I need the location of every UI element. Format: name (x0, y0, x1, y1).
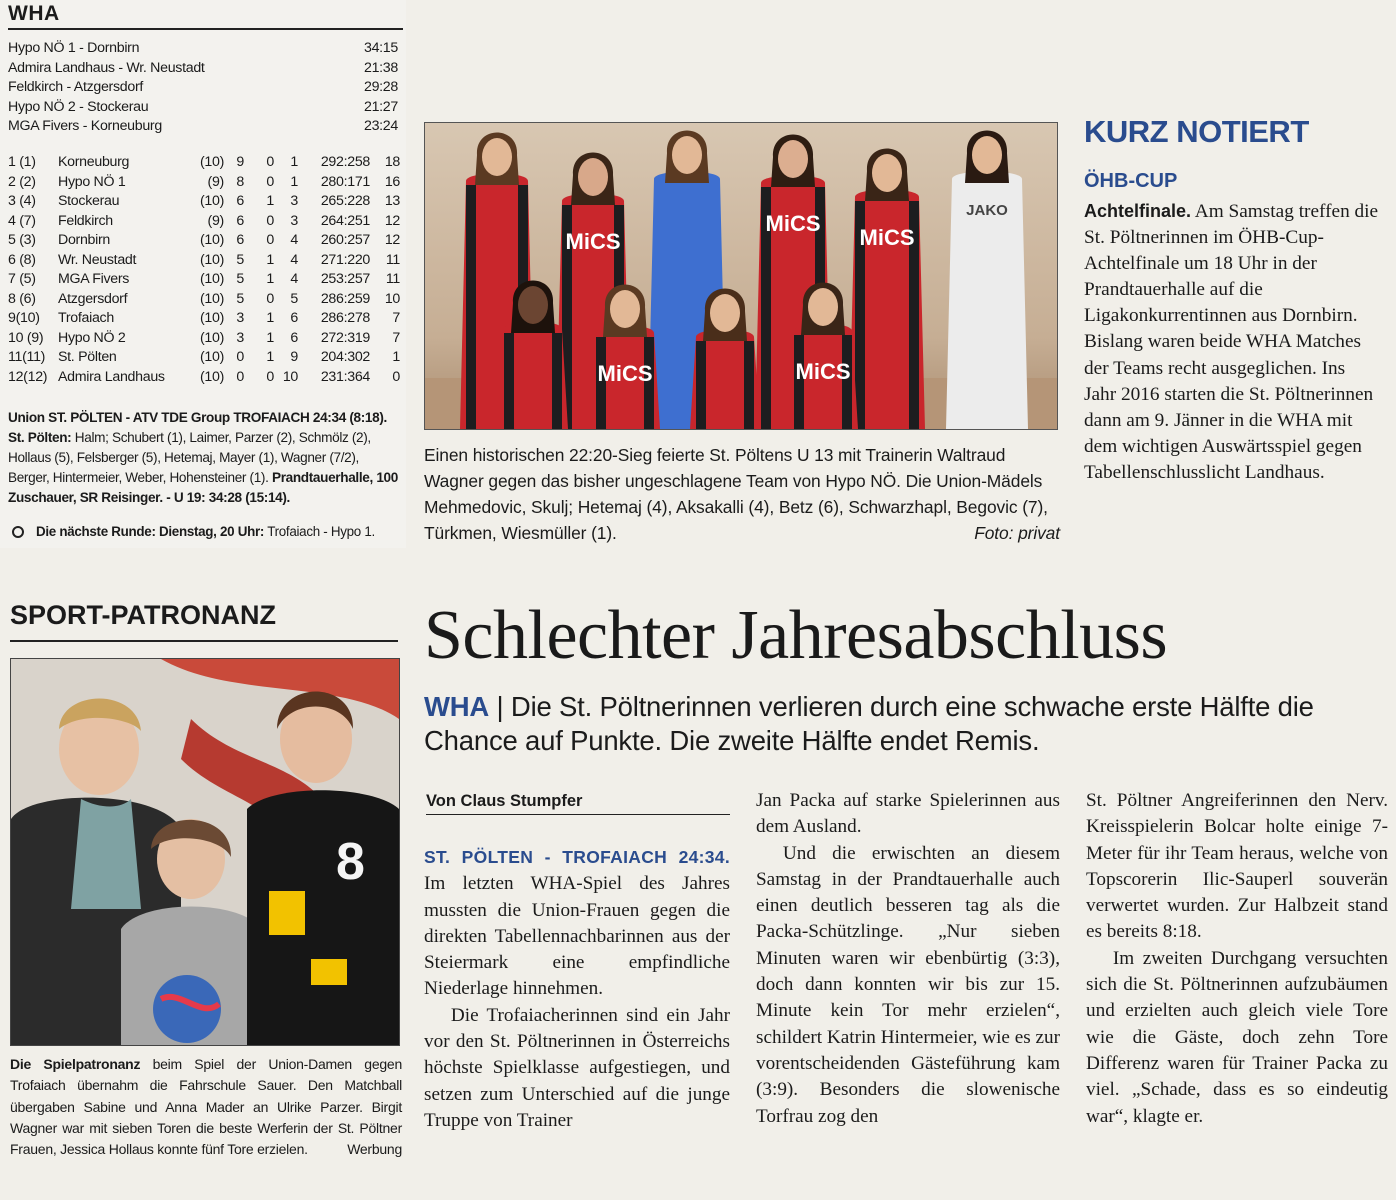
standings-cell-rank: 4 (7) (8, 212, 36, 229)
standings-cell-goals: 253:257 (320, 271, 370, 287)
standings-row (8, 330, 400, 350)
standings-cell-pts: 0 (392, 368, 400, 385)
standings-cell-pts: 11 (385, 271, 400, 287)
standings-cell-d: 0 (266, 173, 274, 190)
standings-cell-d: 1 (266, 251, 274, 268)
standings-cell-rank: 11(11) (8, 349, 46, 365)
paragraph: Und die erwischten an diesem Samstag in der Prandtauerhalle auch einen deutlich besseren tag als die Packa-Schützlinge. „Nur sieben Minuten waren wir ebenbürtig (3:3), doch dann konnten wir bis zur 15. Minute kein Tor mehr erzielen“, schildert Katrin Hintermeier, wie es zur vorentscheidenden Gästeführung kam (3:9). Besonders die slowenische Torfrau zog den (756, 842, 1060, 1127)
standings-cell-goals: 280:171 (320, 173, 370, 190)
jersey-text: MiCS (565, 229, 621, 254)
standings-cell-team: Trofaiach (58, 310, 114, 326)
standings-cell-team: MGA Fivers (58, 271, 130, 287)
sport-patronanz-header (10, 600, 398, 642)
kurz-notiert-title: KURZ NOTIERT (1084, 114, 1309, 149)
result-row: Admira Landhaus - Wr. Neustadt 21:38 (8, 59, 398, 76)
standings-cell-rank: 12(12) (8, 368, 48, 385)
standings-cell-games: (10) (199, 290, 224, 307)
standings-cell-pts: 7 (392, 329, 400, 346)
standings-cell-team: Hypo NÖ 1 (58, 173, 126, 190)
standings-cell-w: 6 (236, 212, 244, 229)
standings-cell-d: 0 (266, 290, 274, 307)
standings-cell-pts: 7 (392, 310, 400, 326)
standings-cell-goals: 286:278 (320, 310, 370, 326)
next-round: Die nächste Runde: Dienstag, 20 Uhr: Trofaiach - Hypo 1. (12, 524, 402, 539)
standings-cell-games: (10) (199, 349, 224, 365)
bullet-icon (12, 526, 24, 538)
standings-cell-pts: 10 (384, 290, 400, 307)
standings-row (8, 252, 400, 272)
photo-credit: Foto: privat (974, 523, 1060, 543)
standings-cell-pts: 1 (392, 349, 400, 365)
standings-cell-w: 5 (236, 251, 244, 268)
patronanz-photo-image (11, 659, 399, 1045)
standings-row (8, 232, 400, 252)
standings-cell-games: (10) (199, 310, 224, 326)
standings-cell-games: (10) (199, 232, 224, 248)
match-report: Union ST. PÖLTEN - ATV TDE Group TROFAIACH 24:34 (8:18). St. Pölten: Halm; Schubert (1), Laimer, Parzer (2), Schmölz (2), Hollaus (5), Felsberger (5), Hetemaj, Mayer (1), Wagner (7/2), Berger, Hintermeier, Weber, Hohensteiner (1). Prandtauerhalle, 100 Zuschauer, SR Reisinger. - U 19: 34:28 (15:14). (8, 410, 398, 505)
standings-cell-w: 0 (236, 368, 244, 385)
jersey-text: MiCS (597, 361, 653, 386)
result-row: Hypo NÖ 1 - Dornbirn 34:15 (8, 40, 398, 56)
standings-cell-goals: 265:228 (320, 193, 370, 209)
shirt-logo: JAKO (966, 202, 1008, 219)
standings-cell-team: Admira Landhaus (58, 368, 165, 385)
standings-cell-d: 0 (266, 154, 274, 170)
standings-cell-games: (9) (207, 173, 224, 190)
paragraph: Im zweiten Durchgang versuchten sich die St. Pöltnerinnen aufzubäumen und erzielten auch gleich viele Tore wie die Gäste, doch zehn Tore Differenz waren für Trainer Packa zu viel. „Schade, dass es so eindeutig war“, klagte er. (1086, 947, 1388, 1127)
standings-cell-team: Stockerau (58, 193, 120, 209)
paragraph: Die Trofaiacherinnen sind ein Jahr vor den St. Pöltnerinnen in Österreichs höchste Spielklasse aufgestiegen, und setzen zum Unterschied auf die junge Truppe von Trainer (424, 1004, 730, 1131)
jersey-text: MiCS (859, 225, 915, 250)
team-photo (424, 122, 1058, 430)
result-row: MGA Fivers - Korneuburg 23:24 (8, 118, 398, 135)
standings-row (8, 193, 400, 213)
standings-cell-team: Dornbirn (58, 232, 111, 248)
standings-cell-rank: 8 (6) (8, 290, 36, 307)
standings-cell-rank: 5 (3) (8, 232, 36, 248)
result-row: Hypo NÖ 2 - Stockerau 21:27 (8, 98, 398, 115)
byline: Von Claus Stumpfer (426, 792, 730, 815)
jersey-number: 8 (336, 833, 365, 891)
standings-cell-goals: 286:259 (320, 290, 370, 307)
kurz-notiert-text: Achtelfinale. Am Samstag treffen die St. Pöltnerinnen im ÖHB-Cup-Achtelfinale um 18 Uhr in der Prandtauerhalle auf die Ligakonkurrentinnen aus Dornbirn. Bislang waren beide WHA Matches der Teams recht ausgeglichen. Ins Jahr 2016 starten die St. Pöltnerinnen dann am 9. Jänner in die WHA mit dem wichtigen Auswärtsspiel gegen Tabellenschlusslicht Landhaus. (1084, 201, 1379, 483)
standings-cell-goals: 292:258 (320, 154, 370, 170)
standings-cell-rank: 7 (5) (8, 271, 36, 287)
standings-cell-rank: 9(10) (8, 310, 40, 326)
standings-cell-team: St. Pölten (58, 349, 117, 365)
standings-cell-l: 10 (282, 368, 298, 385)
standings-cell-rank: 3 (4) (8, 193, 36, 209)
dateline: ST. PÖLTEN - TROFAIACH 24:34. (424, 847, 730, 867)
section-kicker: WHA (424, 691, 490, 722)
standings-cell-rank: 6 (8) (8, 251, 36, 268)
jersey-text: MiCS (795, 359, 851, 384)
standings-cell-team: Hypo NÖ 2 (58, 329, 126, 346)
standings-cell-w: 6 (236, 232, 244, 248)
standings-cell-pts: 11 (385, 251, 400, 268)
results-list (8, 40, 398, 138)
wha-header (8, 2, 403, 30)
standings-cell-l: 3 (290, 193, 298, 209)
standings-cell-pts: 12 (384, 232, 400, 248)
standings-cell-team: Wr. Neustadt (58, 251, 137, 268)
standings-cell-l: 5 (290, 290, 298, 307)
kurz-notiert-subtitle: ÖHB-CUP (1084, 170, 1178, 192)
sport-patronanz-title: SPORT-PATRONANZ (10, 600, 276, 630)
standings-cell-games: (10) (199, 193, 224, 209)
standings-cell-team: Atzgersdorf (58, 290, 128, 307)
standings-cell-l: 6 (290, 310, 298, 326)
standings-row (8, 291, 400, 311)
paragraph: ST. PÖLTEN - TROFAIACH 24:34. Im letzten WHA-Spiel des Jahres mussten die Union-Frauen gegen die direkten Tabellennachbarinnen aus der Steiermark eine empfindliche Niederlage hinnehmen. (424, 847, 730, 1000)
team-photo-caption: Einen historischen 22:20-Sieg feierte St. Pöltens U 13 mit Trainerin Waltraud Wagner gegen das bisher ungeschlagene Team von Hypo NÖ. Die Union-Mädels Mehmedovic, Skulj; Hetemaj (4), Aksakalli (4), Betz (6), Schwarzhapl, Begovic (7), Türkmen, Wiesmüller (1). Foto: privat (424, 442, 1060, 546)
standings-cell-games: (10) (199, 368, 224, 385)
standings-cell-d: 1 (266, 271, 274, 287)
standings-cell-d: 1 (266, 349, 274, 365)
standings-cell-w: 9 (236, 154, 244, 170)
standings-cell-d: 1 (266, 329, 274, 346)
jersey-text: MiCS (765, 211, 821, 236)
standings-cell-w: 3 (236, 310, 244, 326)
article-headline: Schlechter Jahresabschluss (424, 597, 1168, 674)
standings-cell-l: 1 (290, 154, 298, 170)
standings-cell-l: 3 (290, 212, 298, 229)
standings-table (8, 154, 400, 388)
wha-title: WHA (8, 2, 60, 25)
standings-cell-rank: 1 (1) (8, 154, 36, 170)
paragraph: St. Pöltner Angreiferinnen den Nerv. Kreisspielerin Bolcar holte einige 7-Meter für ihr Team heraus, welche von Topscorerin Ilic-Sauperl souverän verwertet wurden. Zur Halbzeit stand es bereits 8:18. (1086, 790, 1388, 943)
standings-cell-d: 1 (266, 193, 274, 209)
standings-cell-games: (10) (199, 251, 224, 268)
standings-cell-l: 4 (290, 251, 298, 268)
paragraph: Jan Packa auf starke Spielerinnen aus dem Ausland. (756, 790, 1060, 838)
standings-cell-team: Feldkirch (58, 212, 113, 229)
result-row: Feldkirch - Atzgersdorf 29:28 (8, 79, 398, 96)
standings-cell-w: 5 (236, 271, 244, 287)
standings-cell-w: 3 (236, 329, 244, 346)
standings-row (8, 174, 400, 194)
standings-cell-d: 0 (266, 232, 274, 248)
standings-cell-d: 1 (266, 310, 274, 326)
standings-cell-w: 6 (236, 193, 244, 209)
patronanz-caption: Die Spielpatronanz beim Spiel der Union-Damen gegen Trofaiach übernahm die Fahrschule Sauer. Den Matchball übergaben Sabine und Anna Mader an Ulrike Parzer. Birgit Wagner war mit sieben Toren die beste Werferin der St. Pöltner Frauen, Jessica Hollaus konnte fünf Tore erzielen. Werbung (10, 1054, 402, 1160)
standings-row (8, 154, 400, 174)
standings-cell-w: 0 (236, 349, 244, 365)
standings-cell-pts: 16 (384, 173, 400, 190)
patronanz-photo (10, 658, 400, 1046)
standings-cell-games: (10) (199, 271, 224, 287)
standings-cell-pts: 12 (384, 212, 400, 229)
standings-row (8, 310, 400, 330)
standings-cell-w: 5 (236, 290, 244, 307)
standings-cell-games: (10) (199, 329, 224, 346)
standings-row (8, 271, 400, 291)
standings-cell-goals: 260:257 (320, 232, 370, 248)
advertising-tag: Werbung (347, 1141, 402, 1158)
standings-cell-pts: 18 (384, 154, 400, 170)
standings-cell-goals: 264:251 (320, 212, 370, 229)
standings-cell-l: 1 (290, 173, 298, 190)
standings-cell-games: (10) (199, 154, 224, 170)
standings-cell-team: Korneuburg (58, 154, 130, 170)
standings-cell-rank: 2 (2) (8, 173, 36, 190)
standings-cell-goals: 204:302 (320, 349, 370, 365)
standings-cell-l: 4 (290, 271, 298, 287)
standings-cell-l: 6 (290, 329, 298, 346)
coach (946, 131, 1028, 430)
standings-row (8, 213, 400, 233)
article-subhead: WHA | Die St. Pöltnerinnen verlieren durch eine schwache erste Hälfte die Chance auf Punkte. Die zweite Hälfte endet Remis. (424, 691, 1314, 756)
article-column-1 (424, 844, 730, 1134)
standings-cell-l: 9 (290, 349, 298, 365)
standings-cell-goals: 271:220 (320, 251, 370, 268)
standings-row (8, 349, 400, 369)
standings-cell-w: 8 (236, 173, 244, 190)
article-column-2 (756, 788, 1060, 1130)
team-photo-image (425, 123, 1057, 429)
standings-cell-games: (9) (207, 212, 224, 229)
standings-cell-d: 0 (266, 368, 274, 385)
standings-cell-d: 0 (266, 212, 274, 229)
standings-cell-goals: 272:319 (320, 329, 370, 346)
standings-cell-pts: 13 (384, 193, 400, 209)
article-column-3 (1086, 788, 1388, 1130)
standings-cell-l: 4 (290, 232, 298, 248)
standings-cell-rank: 10 (9) (8, 329, 44, 346)
standings-cell-goals: 231:364 (320, 368, 370, 385)
standings-row (8, 369, 400, 389)
